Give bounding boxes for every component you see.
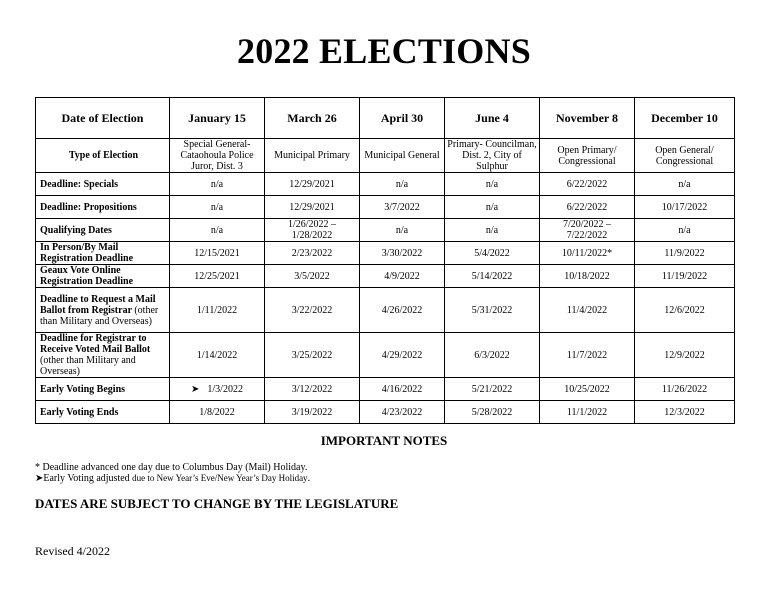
date-value: 12/29/2021 (289, 178, 335, 190)
date-column-header: December 10 (635, 98, 735, 139)
date-column-header: June 4 (445, 98, 540, 139)
date-column-header: January 15 (170, 98, 265, 139)
date-cell (360, 378, 445, 401)
date-value: 12/3/2022 (664, 406, 705, 418)
date-value: 1/14/2022 (196, 349, 238, 361)
date-cell (635, 378, 735, 401)
date-cell (635, 196, 735, 219)
date-value: 3/7/2022 (384, 201, 420, 213)
date-cell (265, 378, 360, 401)
date-cell (540, 288, 635, 333)
date-cell (360, 219, 445, 242)
date-cell (540, 173, 635, 196)
date-cell (360, 265, 445, 288)
date-value: 1/26/2022 – 1/28/2022 (287, 219, 337, 241)
date-cell (170, 242, 265, 265)
row-label (36, 288, 170, 333)
date-cell (170, 173, 265, 196)
page-title: 2022 ELECTIONS (237, 31, 531, 71)
date-cell (360, 333, 445, 378)
date-of-election-header: Date of Election (36, 98, 170, 139)
date-cell (265, 265, 360, 288)
date-value: 5/21/2022 (471, 383, 513, 395)
date-column-header: March 26 (265, 98, 360, 139)
date-value: 10/17/2022 (661, 201, 708, 213)
date-value: 4/29/2022 (381, 349, 423, 361)
date-cell (445, 219, 540, 242)
date-value: 11/26/2022 (661, 383, 708, 395)
row-label-note: (other than Military and Overseas) (40, 355, 136, 377)
date-cell (540, 196, 635, 219)
date-cell (170, 196, 265, 219)
table-row (36, 173, 735, 196)
date-value: n/a (485, 224, 499, 236)
date-cell (540, 265, 635, 288)
date-cell (170, 378, 265, 401)
date-value: 12/29/2021 (289, 201, 335, 213)
note-early-voting-prefix: ➤Early Voting adjusted (35, 473, 133, 484)
date-cell (170, 219, 265, 242)
table-row (36, 333, 735, 378)
date-value: 4/9/2022 (384, 270, 420, 282)
date-value: 12/6/2022 (664, 304, 705, 316)
row-label-text: Deadline for Registrar to Receive Voted Mail Ballot (40, 333, 151, 355)
election-type-cell: Special General-Cataohoula Police Juror, Dist. 3 (170, 139, 265, 173)
date-value: 3/19/2022 (291, 406, 333, 418)
date-cell (265, 242, 360, 265)
date-cell (445, 378, 540, 401)
date-value: 6/22/2022 (566, 201, 608, 213)
table-row (36, 265, 735, 288)
date-cell (445, 196, 540, 219)
table-row (36, 401, 735, 424)
date-value: 3/22/2022 (291, 304, 333, 316)
date-cell (360, 401, 445, 424)
date-value: 11/4/2022 (566, 304, 608, 316)
date-cell (635, 265, 735, 288)
note-columbus-day: * Deadline advanced one day due to Columbus Day (Mail) Holiday. (35, 462, 308, 473)
row-label (36, 196, 170, 219)
date-value: 1/11/2022 (196, 304, 238, 316)
date-cell (540, 219, 635, 242)
date-cell (445, 401, 540, 424)
date-value: 1/3/2022 (207, 383, 243, 395)
date-value: 12/15/2021 (194, 247, 240, 259)
date-cell (445, 173, 540, 196)
row-label-text: In Person/By Mail Registration Deadline (40, 242, 134, 264)
row-label-text: Deadline: Specials (40, 178, 119, 190)
date-cell (635, 401, 735, 424)
date-cell (265, 219, 360, 242)
revised-date: Revised 4/2022 (35, 544, 110, 558)
note-early-voting-suffix: . (307, 473, 311, 484)
date-value: n/a (395, 224, 409, 236)
date-cell (170, 288, 265, 333)
date-value: 4/16/2022 (381, 383, 423, 395)
date-cell (635, 219, 735, 242)
date-cell (445, 288, 540, 333)
date-cell (170, 265, 265, 288)
date-cell (635, 173, 735, 196)
table-row (36, 378, 735, 401)
row-label (36, 219, 170, 242)
row-label (36, 378, 170, 401)
date-value: 6/3/2022 (474, 349, 510, 361)
date-column-header: April 30 (360, 98, 445, 139)
note-early-voting-holiday: due to New Year’s Eve/New Year’s Day Holiday (132, 473, 308, 483)
date-cell (635, 288, 735, 333)
date-cell (540, 378, 635, 401)
type-row (36, 139, 735, 173)
row-label-text: Early Voting Ends (40, 406, 119, 418)
table-row (36, 288, 735, 333)
date-value: 10/18/2022 (564, 270, 610, 282)
date-value: 7/20/2022 – 7/22/2022 (562, 219, 612, 241)
row-label-text: Deadline to Request a Mail Ballot from Registrar (40, 293, 156, 316)
date-value: 3/5/2022 (294, 270, 330, 282)
date-column-header: November 8 (540, 98, 635, 139)
date-value: 11/1/2022 (566, 406, 608, 418)
date-value: 11/9/2022 (664, 247, 705, 259)
legislature-disclaimer: DATES ARE SUBJECT TO CHANGE BY THE LEGISLATURE (35, 496, 399, 511)
date-cell (265, 196, 360, 219)
date-cell (170, 401, 265, 424)
date-value: 11/19/2022 (661, 270, 708, 282)
date-cell (445, 333, 540, 378)
date-value: 6/22/2022 (566, 178, 608, 190)
election-type-cell: Municipal Primary (265, 139, 360, 173)
table-row (36, 219, 735, 242)
date-value: 12/25/2021 (194, 270, 240, 282)
date-cell (360, 242, 445, 265)
note-early-voting (35, 473, 310, 484)
header-row (36, 98, 735, 139)
table-row (36, 242, 735, 265)
date-value: 10/11/2022* (561, 247, 613, 259)
date-value: 11/7/2022 (566, 349, 608, 361)
date-value: 2/23/2022 (291, 247, 333, 259)
date-cell (265, 288, 360, 333)
arrow-marker-icon: ➤ (191, 383, 200, 395)
date-value: 3/25/2022 (291, 349, 333, 361)
row-label (36, 242, 170, 265)
date-value: n/a (210, 178, 224, 190)
table-row (36, 196, 735, 219)
date-cell (170, 333, 265, 378)
date-value: 5/14/2022 (471, 270, 513, 282)
date-cell (265, 401, 360, 424)
date-cell (360, 173, 445, 196)
date-value: n/a (678, 224, 691, 236)
date-value: 3/30/2022 (381, 247, 423, 259)
date-value: 4/26/2022 (381, 304, 423, 316)
date-cell (540, 401, 635, 424)
date-value: n/a (485, 201, 499, 213)
date-value: 3/12/2022 (291, 383, 333, 395)
date-cell (540, 333, 635, 378)
date-cell (265, 173, 360, 196)
date-value: n/a (210, 224, 224, 236)
important-notes-heading: IMPORTANT NOTES (320, 433, 448, 448)
row-label (36, 401, 170, 424)
row-label-note: (other than Military and Overseas) (40, 304, 159, 327)
election-type-cell: Primary- Councilman, Dist. 2, City of Sulphur (445, 139, 540, 173)
date-value: 5/28/2022 (471, 406, 513, 418)
date-value: 5/4/2022 (474, 247, 510, 259)
row-label-text: Deadline: Propositions (40, 201, 137, 213)
election-type-cell: Open Primary/ Congressional (540, 139, 635, 173)
date-value: n/a (395, 178, 409, 190)
date-cell (360, 288, 445, 333)
election-type-cell: Municipal General (360, 139, 445, 173)
date-value: 5/31/2022 (471, 304, 513, 316)
date-value: 10/25/2022 (564, 383, 610, 395)
row-label (36, 173, 170, 196)
row-label-text: Qualifying Dates (40, 224, 112, 236)
date-cell (445, 242, 540, 265)
date-value: 1/8/2022 (199, 406, 235, 418)
date-value: n/a (678, 178, 691, 190)
row-label-text: Geaux Vote Online Registration Deadline (40, 265, 134, 287)
row-label (36, 333, 170, 378)
date-value: n/a (485, 178, 499, 190)
row-label (36, 265, 170, 288)
date-cell (635, 333, 735, 378)
date-value: n/a (210, 201, 224, 213)
elections-table (35, 97, 735, 424)
date-cell (540, 242, 635, 265)
date-cell (445, 265, 540, 288)
row-label-text: Early Voting Begins (40, 383, 126, 395)
date-cell (360, 196, 445, 219)
date-cell (265, 333, 360, 378)
election-type-cell: Open General/ Congressional (635, 139, 735, 173)
type-of-election-label: Type of Election (36, 139, 170, 173)
date-value: 12/9/2022 (664, 349, 705, 361)
date-cell (635, 242, 735, 265)
date-value: 4/23/2022 (381, 406, 423, 418)
